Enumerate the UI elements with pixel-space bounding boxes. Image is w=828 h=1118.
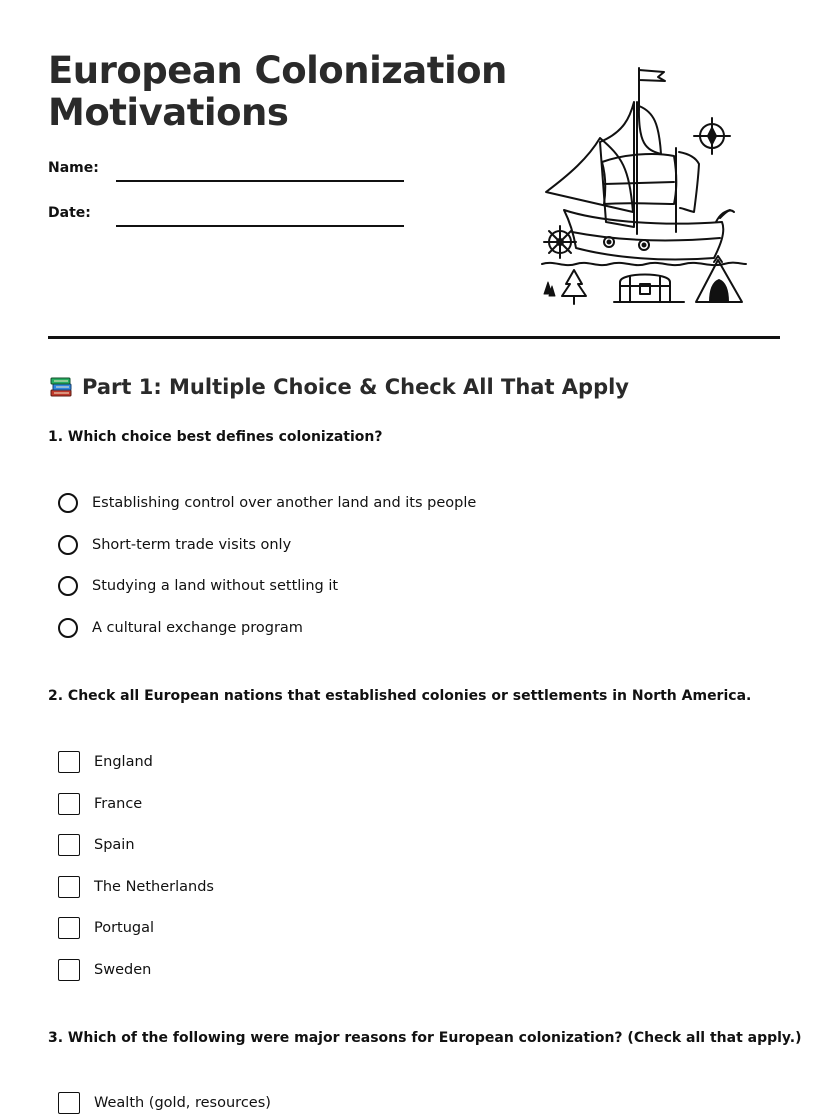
- q1-option-2[interactable]: [58, 533, 291, 557]
- checkbox[interactable]: [58, 917, 80, 939]
- option-label: Sweden: [94, 962, 152, 978]
- option-label: Wealth (gold, resources): [94, 1095, 271, 1111]
- part1-heading: [48, 374, 629, 400]
- option-label: Short-term trade visits only: [92, 537, 292, 553]
- compass-icon: [694, 118, 730, 154]
- checkbox[interactable]: [58, 834, 80, 856]
- option-label: England: [94, 754, 153, 770]
- name-label: Name:: [48, 160, 99, 176]
- radio-button[interactable]: [58, 618, 78, 638]
- title-line-2: Motivations: [48, 91, 289, 134]
- q1-option-1[interactable]: [58, 491, 476, 515]
- name-field[interactable]: [116, 180, 404, 182]
- checkbox[interactable]: [58, 1092, 80, 1114]
- pine-tree-icon: [544, 270, 586, 304]
- option-label: Spain: [94, 837, 135, 853]
- option-label: Portugal: [94, 920, 155, 936]
- option-label: Studying a land without settling it: [92, 578, 339, 594]
- date-field[interactable]: [116, 225, 404, 227]
- q2-option-france[interactable]: [58, 792, 142, 816]
- worksheet-title: [48, 50, 507, 134]
- sailing-ship-illustration: [534, 62, 754, 312]
- q2-option-england[interactable]: [58, 750, 153, 774]
- header-divider: [48, 336, 780, 339]
- radio-button[interactable]: [58, 535, 78, 555]
- question-1-prompt: 1. Which choice best defines colonization?: [48, 429, 383, 445]
- radio-button[interactable]: [58, 576, 78, 596]
- flag-icon: [639, 68, 665, 110]
- q2-option-spain[interactable]: [58, 833, 135, 857]
- q2-option-sweden[interactable]: [58, 958, 151, 982]
- radio-button[interactable]: [58, 493, 78, 513]
- ship-wheel-icon: [544, 226, 576, 258]
- books-icon: [48, 374, 74, 400]
- q1-option-4[interactable]: [58, 616, 303, 640]
- option-label: Establishing control over another land and its people: [92, 495, 477, 511]
- question-2-prompt: 2. Check all European nations that established colonies or settlements in North America.: [48, 688, 752, 704]
- option-label: France: [94, 796, 143, 812]
- checkbox[interactable]: [58, 793, 80, 815]
- checkbox[interactable]: [58, 751, 80, 773]
- q2-option-netherlands[interactable]: [58, 875, 214, 899]
- checkbox[interactable]: [58, 959, 80, 981]
- question-3-prompt: 3. Which of the following were major reasons for European colonization? (Check all that apply.): [48, 1030, 802, 1046]
- q2-option-portugal[interactable]: [58, 916, 154, 940]
- treasure-chest-icon: [614, 275, 684, 303]
- part1-heading-text: Part 1: Multiple Choice & Check All That Apply: [82, 375, 629, 399]
- checkbox[interactable]: [58, 876, 80, 898]
- date-label: Date:: [48, 205, 91, 221]
- option-label: The Netherlands: [94, 879, 214, 895]
- q1-option-3[interactable]: [58, 574, 338, 598]
- title-line-1: European Colonization: [48, 49, 507, 92]
- option-label: A cultural exchange program: [92, 620, 303, 636]
- q3-option-wealth[interactable]: [58, 1091, 271, 1115]
